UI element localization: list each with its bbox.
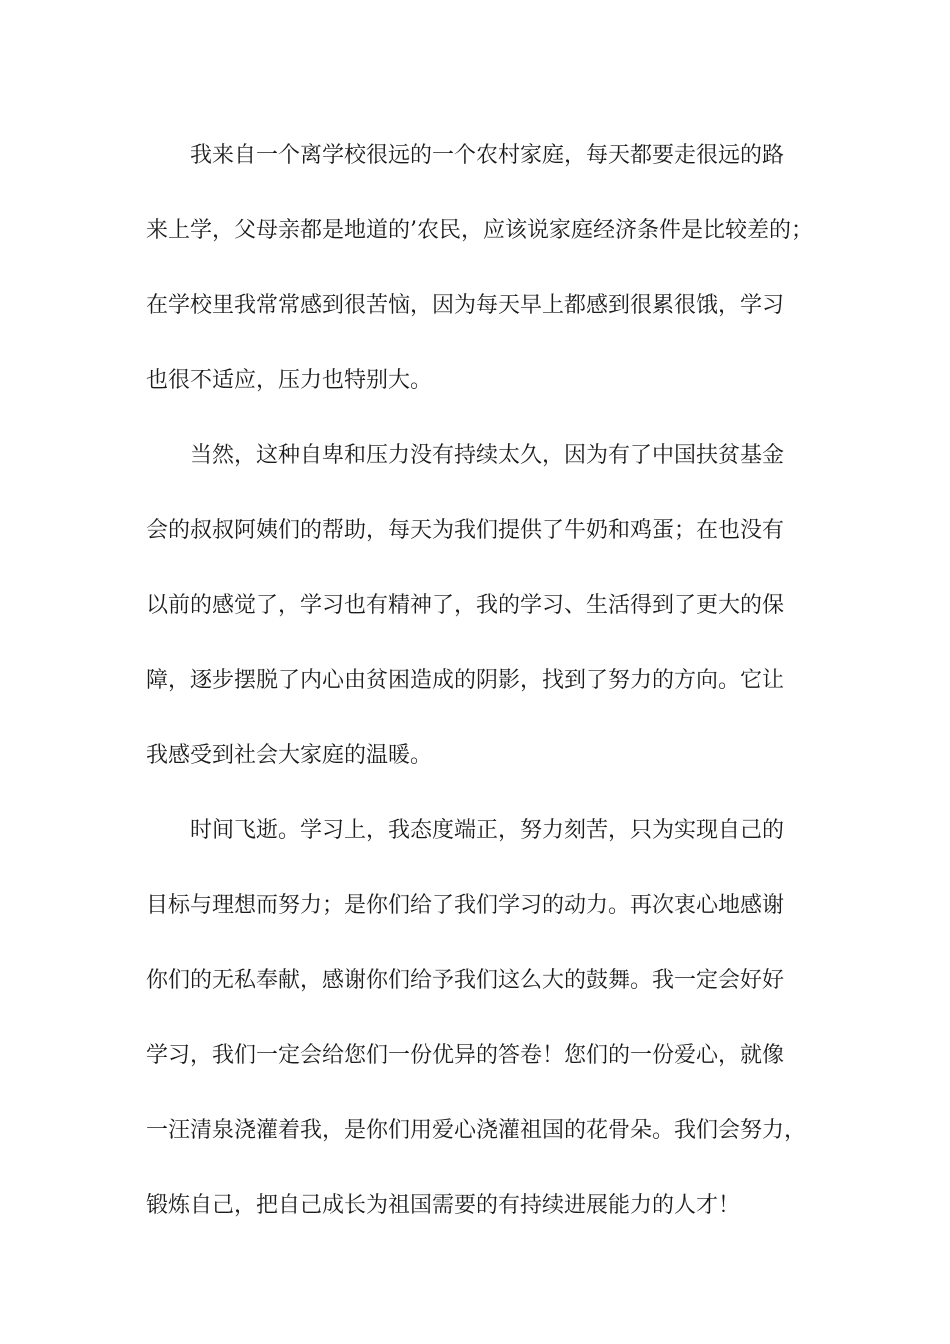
- paragraph-3-line-2: 目标与理想而努力；是你们给了我们学习的动力。再次衷心地感谢: [146, 893, 785, 918]
- paragraph-1-line-1: 我来自一个离学校很远的一个农村家庭，每天都要走很远的路: [190, 143, 785, 168]
- paragraph-3-line-6: 锻炼自己，把自己成长为祖国需要的有持续进展能力的人才！: [146, 1193, 741, 1218]
- letter-body: [146, 118, 826, 1243]
- paragraph-1-line-3: 在学校里我常常感到很苦恼，因为每天早上都感到很累很饿，学习: [146, 293, 785, 318]
- paragraph-2-line-1: 当然，这种自卑和压力没有持续太久，因为有了中国扶贫基金: [190, 443, 785, 468]
- paragraph-3-line-4: 学习，我们一定会给您们一份优异的答卷！您们的一份爱心，就像: [146, 1043, 785, 1068]
- paragraph-3-line-3: 你们的无私奉献，感谢你们给予我们这么大的鼓舞。我一定会好好: [146, 968, 785, 993]
- paragraph-1-line-4: 也很不适应，压力也特别大。: [146, 368, 433, 393]
- paragraph-2-line-5: 我感受到社会大家庭的温暖。: [146, 743, 433, 768]
- paragraph-2-line-4: 障，逐步摆脱了内心由贫困造成的阴影，找到了努力的方向。它让: [146, 668, 785, 693]
- paragraph-1-line-2: 来上学，父母亲都是地道的’农民，应该说家庭经济条件是比较差的；: [146, 218, 813, 243]
- paragraph-2-line-2: 会的叔叔阿姨们的帮助，每天为我们提供了牛奶和鸡蛋；在也没有: [146, 518, 785, 543]
- paragraph-2-line-3: 以前的感觉了，学习也有精神了，我的学习、生活得到了更大的保: [146, 593, 785, 618]
- paragraph-3-line-5: 一汪清泉浇灌着我，是你们用爱心浇灌祖国的花骨朵。我们会努力，: [146, 1118, 807, 1143]
- paragraph-3-line-1: 时间飞逝。学习上，我态度端正，努力刻苦，只为实现自己的: [190, 818, 785, 843]
